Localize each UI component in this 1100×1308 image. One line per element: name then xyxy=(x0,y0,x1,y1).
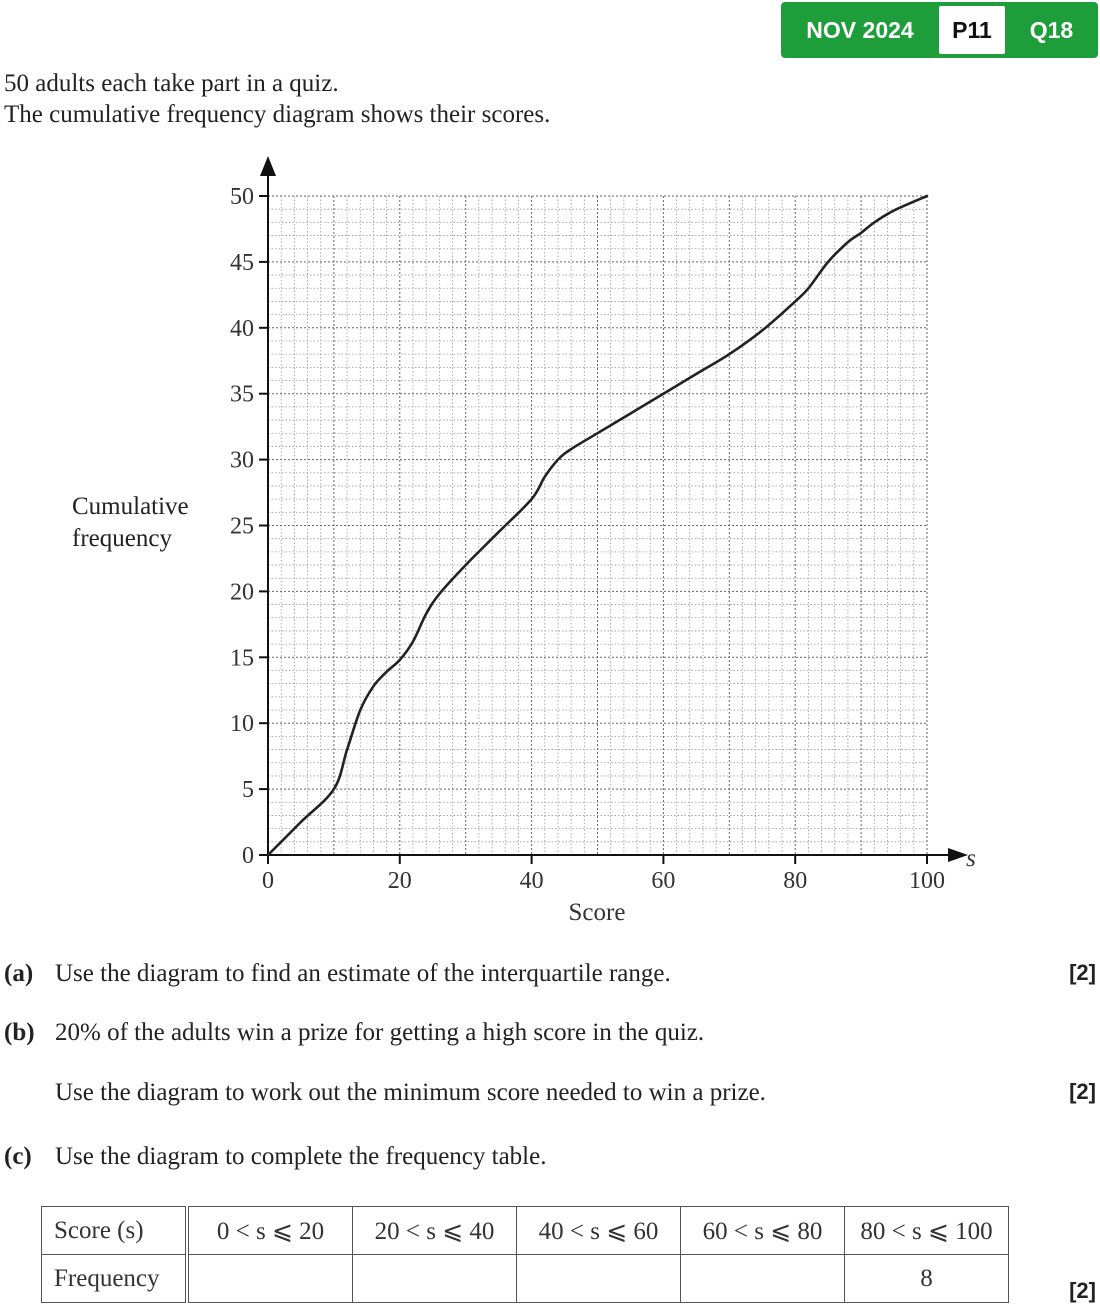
y-tick-label: 40 xyxy=(230,315,254,342)
table-row-frequency xyxy=(42,1255,1009,1303)
y-tick-label: 30 xyxy=(230,447,254,474)
y-tick-label: 25 xyxy=(230,513,254,540)
frequency-table xyxy=(41,1206,1009,1303)
interval-cell: 0 < s ⩽ 20 xyxy=(187,1207,353,1255)
interval-cell: 40 < s ⩽ 60 xyxy=(517,1207,681,1255)
interval-cell: 80 < s ⩽ 100 xyxy=(845,1207,1009,1255)
y-axis-label-line-1: Cumulative xyxy=(72,493,189,520)
grid-major xyxy=(268,196,927,855)
question-a-tag: (a) xyxy=(4,960,34,987)
row-header-frequency: Frequency xyxy=(42,1255,188,1303)
question-b-marks: [2] xyxy=(1069,1079,1096,1104)
x-tick-label: 40 xyxy=(519,868,544,894)
x-axis-label: Score xyxy=(568,899,626,926)
frequency-input-cell[interactable] xyxy=(353,1255,517,1303)
y-tick-label: 0 xyxy=(242,843,254,869)
intro-line-1: 50 adults each take part in a quiz. xyxy=(4,70,339,97)
interval-cell: 60 < s ⩽ 80 xyxy=(681,1207,845,1255)
question-b-text: 20% of the adults win a prize for getting a high score in the quiz. xyxy=(55,1019,705,1046)
y-tick-label: 45 xyxy=(230,249,254,276)
badge-paper: P11 xyxy=(939,6,1005,54)
question-b-tag: (b) xyxy=(4,1019,35,1046)
row-header-score: Score (s) xyxy=(42,1207,188,1255)
question-c-text: Use the diagram to complete the frequency table. xyxy=(55,1143,547,1170)
question-c-tag: (c) xyxy=(4,1143,32,1170)
y-tick-label: 5 xyxy=(242,777,254,804)
x-axis-arrow xyxy=(948,848,968,862)
y-tick-label: 10 xyxy=(230,711,254,738)
x-tick-label: 60 xyxy=(651,868,676,894)
x-tick-label: 20 xyxy=(387,868,412,894)
y-tick-label: 35 xyxy=(230,381,254,408)
frequency-value-cell: 8 xyxy=(845,1255,1009,1303)
question-c-marks: [2] xyxy=(1069,1278,1096,1303)
x-tick-label: 100 xyxy=(909,868,945,894)
x-tick-label: 80 xyxy=(783,868,808,894)
x-tick-label: 0 xyxy=(262,868,274,894)
table-row-score xyxy=(42,1207,1009,1255)
question-a-text: Use the diagram to find an estimate of the interquartile range. xyxy=(55,960,671,987)
y-axis-arrow xyxy=(260,156,276,176)
frequency-input-cell[interactable] xyxy=(517,1255,681,1303)
y-tick-label: 20 xyxy=(230,579,254,606)
frequency-input-cell[interactable] xyxy=(187,1255,353,1303)
interval-cell: 20 < s ⩽ 40 xyxy=(353,1207,517,1255)
intro-line-2: The cumulative frequency diagram shows their scores. xyxy=(4,101,551,128)
y-axis-label-line-2: frequency xyxy=(72,525,172,552)
badge-date: NOV 2024 xyxy=(806,16,914,43)
x-axis-symbol: s xyxy=(966,845,976,872)
y-tick-label: 15 xyxy=(230,645,254,672)
y-tick-label: 50 xyxy=(230,184,254,210)
badge-question: Q18 xyxy=(1029,16,1074,43)
frequency-input-cell[interactable] xyxy=(681,1255,845,1303)
question-a-marks: [2] xyxy=(1069,960,1096,985)
question-b-text-2: Use the diagram to work out the minimum score needed to win a prize. xyxy=(55,1079,766,1106)
